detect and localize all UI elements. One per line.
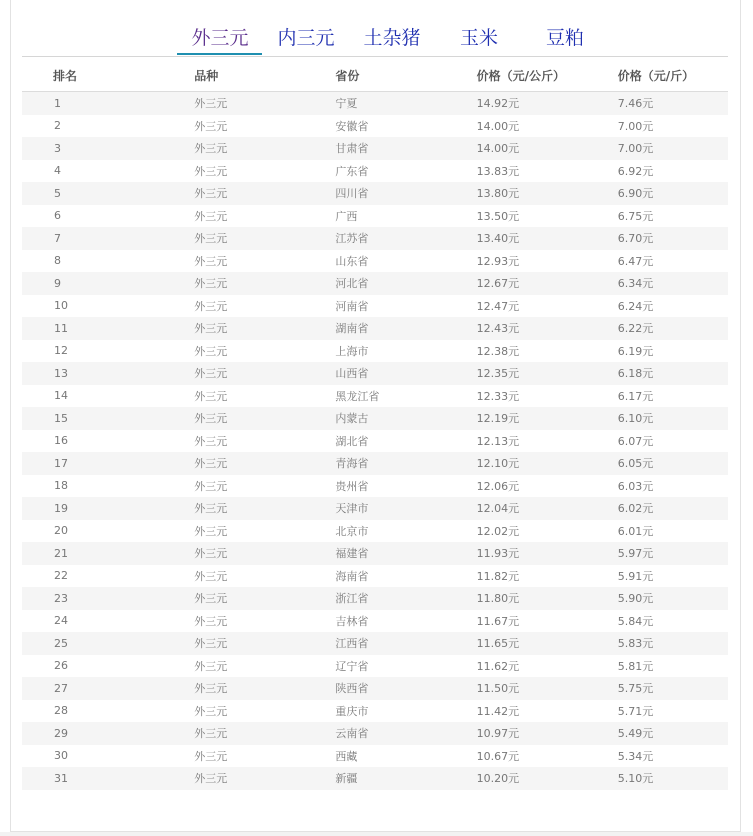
price-jin-cell: 5.83元 bbox=[617, 637, 654, 651]
price-kg-cell: 12.13元 bbox=[476, 434, 520, 448]
tab-tu-za-zhu[interactable]: 土杂猪 bbox=[363, 27, 421, 49]
province-cell: 福建省 bbox=[335, 547, 369, 561]
price-kg-cell: 11.62元 bbox=[476, 659, 520, 673]
price-jin-cell: 5.10元 bbox=[617, 772, 654, 786]
table-row bbox=[22, 340, 728, 363]
variety-cell: 外三元 bbox=[194, 682, 228, 696]
table-row bbox=[22, 250, 728, 273]
table-row bbox=[22, 227, 728, 250]
table-row bbox=[22, 362, 728, 385]
rank-cell: 22 bbox=[54, 569, 68, 583]
rank-cell: 11 bbox=[54, 321, 68, 335]
price-kg-cell: 14.00元 bbox=[476, 142, 520, 156]
price-kg-cell: 13.83元 bbox=[476, 164, 520, 178]
price-kg-cell: 12.04元 bbox=[476, 502, 520, 516]
header-variety: 品种 bbox=[194, 60, 335, 92]
rank-cell: 3 bbox=[54, 141, 61, 155]
rank-cell: 31 bbox=[54, 771, 68, 785]
price-kg-cell: 12.35元 bbox=[476, 367, 520, 381]
price-jin-cell: 5.84元 bbox=[617, 614, 654, 628]
rank-cell: 17 bbox=[54, 456, 68, 470]
active-tab-indicator bbox=[177, 53, 262, 55]
tab-bar bbox=[0, 24, 753, 58]
province-cell: 天津市 bbox=[335, 502, 369, 516]
price-kg-cell: 11.65元 bbox=[476, 637, 520, 651]
variety-cell: 外三元 bbox=[194, 502, 228, 516]
price-kg-cell: 13.80元 bbox=[476, 187, 520, 201]
province-cell: 江西省 bbox=[335, 637, 369, 651]
table-row bbox=[22, 542, 728, 565]
rank-cell: 30 bbox=[54, 749, 68, 763]
bottom-divider bbox=[0, 832, 753, 836]
variety-cell: 外三元 bbox=[194, 119, 228, 133]
table-row bbox=[22, 745, 728, 768]
province-cell: 吉林省 bbox=[335, 614, 369, 628]
variety-cell: 外三元 bbox=[194, 412, 228, 426]
province-cell: 陕西省 bbox=[335, 682, 369, 696]
table-row bbox=[22, 92, 728, 115]
province-cell: 河北省 bbox=[335, 277, 369, 291]
province-cell: 贵州省 bbox=[335, 479, 369, 493]
province-cell: 西藏 bbox=[335, 749, 358, 763]
price-kg-cell: 11.80元 bbox=[476, 592, 520, 606]
variety-cell: 外三元 bbox=[194, 479, 228, 493]
table-row bbox=[22, 767, 728, 790]
rank-cell: 16 bbox=[54, 434, 68, 448]
variety-cell: 外三元 bbox=[194, 142, 228, 156]
price-jin-cell: 6.01元 bbox=[617, 524, 654, 538]
variety-cell: 外三元 bbox=[194, 457, 228, 471]
rank-cell: 28 bbox=[54, 704, 68, 718]
table-row bbox=[22, 587, 728, 610]
province-cell: 江苏省 bbox=[335, 232, 369, 246]
province-cell: 辽宁省 bbox=[335, 659, 369, 673]
price-jin-cell: 5.49元 bbox=[617, 727, 654, 741]
price-jin-cell: 5.71元 bbox=[617, 704, 654, 718]
table-row bbox=[22, 385, 728, 408]
price-kg-cell: 14.00元 bbox=[476, 119, 520, 133]
rank-cell: 12 bbox=[54, 344, 68, 358]
province-cell: 云南省 bbox=[335, 727, 369, 741]
table-row bbox=[22, 497, 728, 520]
province-cell: 宁夏 bbox=[335, 97, 358, 111]
variety-cell: 外三元 bbox=[194, 322, 228, 336]
table-row bbox=[22, 632, 728, 655]
price-jin-cell: 7.00元 bbox=[617, 119, 654, 133]
rank-cell: 19 bbox=[54, 501, 68, 515]
price-kg-cell: 10.97元 bbox=[476, 727, 520, 741]
table-row bbox=[22, 205, 728, 228]
variety-cell: 外三元 bbox=[194, 772, 228, 786]
price-kg-cell: 12.47元 bbox=[476, 299, 520, 313]
price-kg-cell: 12.67元 bbox=[476, 277, 520, 291]
rank-cell: 5 bbox=[54, 186, 61, 200]
province-cell: 重庆市 bbox=[335, 704, 369, 718]
variety-cell: 外三元 bbox=[194, 524, 228, 538]
variety-cell: 外三元 bbox=[194, 434, 228, 448]
table-row bbox=[22, 407, 728, 430]
province-cell: 山东省 bbox=[335, 254, 369, 268]
table-header-row bbox=[22, 60, 728, 92]
price-kg-cell: 10.20元 bbox=[476, 772, 520, 786]
tab-divider bbox=[22, 56, 728, 57]
table-row bbox=[22, 655, 728, 678]
rank-cell: 24 bbox=[54, 614, 68, 628]
table-row bbox=[22, 160, 728, 183]
table-row bbox=[22, 677, 728, 700]
price-jin-cell: 6.18元 bbox=[617, 367, 654, 381]
rank-cell: 14 bbox=[54, 389, 68, 403]
tab-wai-san-yuan[interactable]: 外三元 bbox=[191, 27, 249, 49]
variety-cell: 外三元 bbox=[194, 659, 228, 673]
province-cell: 新疆 bbox=[335, 772, 358, 786]
table-body bbox=[22, 92, 728, 790]
table-row bbox=[22, 137, 728, 160]
table-row bbox=[22, 452, 728, 475]
rank-cell: 25 bbox=[54, 636, 68, 650]
price-ranking-table bbox=[22, 60, 728, 790]
variety-cell: 外三元 bbox=[194, 97, 228, 111]
table-row bbox=[22, 610, 728, 633]
rank-cell: 15 bbox=[54, 411, 68, 425]
price-jin-cell: 7.46元 bbox=[617, 97, 654, 111]
price-jin-cell: 6.05元 bbox=[617, 457, 654, 471]
table-row bbox=[22, 272, 728, 295]
price-jin-cell: 6.70元 bbox=[617, 232, 654, 246]
rank-cell: 26 bbox=[54, 659, 68, 673]
province-cell: 上海市 bbox=[335, 344, 369, 358]
variety-cell: 外三元 bbox=[194, 547, 228, 561]
variety-cell: 外三元 bbox=[194, 277, 228, 291]
variety-cell: 外三元 bbox=[194, 389, 228, 403]
variety-cell: 外三元 bbox=[194, 209, 228, 223]
rank-cell: 7 bbox=[54, 231, 61, 245]
variety-cell: 外三元 bbox=[194, 704, 228, 718]
rank-cell: 8 bbox=[54, 254, 61, 268]
variety-cell: 外三元 bbox=[194, 164, 228, 178]
rank-cell: 20 bbox=[54, 524, 68, 538]
province-cell: 内蒙古 bbox=[335, 412, 369, 426]
variety-cell: 外三元 bbox=[194, 727, 228, 741]
price-jin-cell: 6.47元 bbox=[617, 254, 654, 268]
variety-cell: 外三元 bbox=[194, 569, 228, 583]
price-kg-cell: 12.33元 bbox=[476, 389, 520, 403]
price-kg-cell: 11.50元 bbox=[476, 682, 520, 696]
province-cell: 湖南省 bbox=[335, 322, 369, 336]
price-kg-cell: 11.93元 bbox=[476, 547, 520, 561]
price-jin-cell: 5.97元 bbox=[617, 547, 654, 561]
province-cell: 青海省 bbox=[335, 457, 369, 471]
price-jin-cell: 6.07元 bbox=[617, 434, 654, 448]
province-cell: 湖北省 bbox=[335, 434, 369, 448]
price-jin-cell: 6.34元 bbox=[617, 277, 654, 291]
table-row bbox=[22, 430, 728, 453]
header-price-per-jin: 价格（元/斤） bbox=[618, 60, 728, 92]
rank-cell: 27 bbox=[54, 681, 68, 695]
price-jin-cell: 5.91元 bbox=[617, 569, 654, 583]
header-province: 省份 bbox=[335, 60, 476, 92]
tab-yu-mi[interactable]: 玉米 bbox=[459, 27, 498, 49]
variety-cell: 外三元 bbox=[194, 344, 228, 358]
price-kg-cell: 11.67元 bbox=[476, 614, 520, 628]
price-jin-cell: 5.81元 bbox=[617, 659, 654, 673]
price-jin-cell: 5.34元 bbox=[617, 749, 654, 763]
price-jin-cell: 6.02元 bbox=[617, 502, 654, 516]
rank-cell: 1 bbox=[54, 96, 61, 110]
province-cell: 浙江省 bbox=[335, 592, 369, 606]
price-jin-cell: 6.92元 bbox=[617, 164, 654, 178]
price-kg-cell: 13.50元 bbox=[476, 209, 520, 223]
province-cell: 甘肃省 bbox=[335, 142, 369, 156]
province-cell: 广东省 bbox=[335, 164, 369, 178]
price-jin-cell: 6.24元 bbox=[617, 299, 654, 313]
province-cell: 黑龙江省 bbox=[335, 389, 380, 403]
province-cell: 山西省 bbox=[335, 367, 369, 381]
price-jin-cell: 6.17元 bbox=[617, 389, 654, 403]
price-jin-cell: 5.75元 bbox=[617, 682, 654, 696]
province-cell: 北京市 bbox=[335, 524, 369, 538]
rank-cell: 6 bbox=[54, 209, 61, 223]
price-kg-cell: 12.06元 bbox=[476, 479, 520, 493]
price-kg-cell: 12.43元 bbox=[476, 322, 520, 336]
price-jin-cell: 6.03元 bbox=[617, 479, 654, 493]
variety-cell: 外三元 bbox=[194, 749, 228, 763]
tab-nei-san-yuan[interactable]: 内三元 bbox=[277, 27, 335, 49]
price-jin-cell: 6.22元 bbox=[617, 322, 654, 336]
price-kg-cell: 10.67元 bbox=[476, 749, 520, 763]
price-jin-cell: 6.10元 bbox=[617, 412, 654, 426]
variety-cell: 外三元 bbox=[194, 637, 228, 651]
table-row bbox=[22, 722, 728, 745]
variety-cell: 外三元 bbox=[194, 187, 228, 201]
price-kg-cell: 12.19元 bbox=[476, 412, 520, 426]
price-kg-cell: 13.40元 bbox=[476, 232, 520, 246]
rank-cell: 9 bbox=[54, 276, 61, 290]
header-rank: 排名 bbox=[22, 60, 194, 92]
rank-cell: 4 bbox=[54, 164, 61, 178]
price-jin-cell: 6.75元 bbox=[617, 209, 654, 223]
price-kg-cell: 11.82元 bbox=[476, 569, 520, 583]
table-row bbox=[22, 317, 728, 340]
table-row bbox=[22, 182, 728, 205]
province-cell: 广西 bbox=[335, 209, 358, 223]
rank-cell: 18 bbox=[54, 479, 68, 493]
table-row bbox=[22, 475, 728, 498]
table-row bbox=[22, 115, 728, 138]
province-cell: 海南省 bbox=[335, 569, 369, 583]
price-kg-cell: 12.02元 bbox=[476, 524, 520, 538]
price-jin-cell: 7.00元 bbox=[617, 142, 654, 156]
province-cell: 安徽省 bbox=[335, 119, 369, 133]
price-kg-cell: 12.38元 bbox=[476, 344, 520, 358]
table-row bbox=[22, 565, 728, 588]
rank-cell: 10 bbox=[54, 299, 68, 313]
rank-cell: 13 bbox=[54, 366, 68, 380]
price-jin-cell: 5.90元 bbox=[617, 592, 654, 606]
variety-cell: 外三元 bbox=[194, 367, 228, 381]
table-row bbox=[22, 295, 728, 318]
price-kg-cell: 11.42元 bbox=[476, 704, 520, 718]
variety-cell: 外三元 bbox=[194, 232, 228, 246]
tab-dou-po[interactable]: 豆粕 bbox=[545, 27, 584, 49]
rank-cell: 21 bbox=[54, 546, 68, 560]
province-cell: 四川省 bbox=[335, 187, 369, 201]
price-jin-cell: 6.19元 bbox=[617, 344, 654, 358]
price-kg-cell: 14.92元 bbox=[476, 97, 520, 111]
table-row bbox=[22, 700, 728, 723]
price-jin-cell: 6.90元 bbox=[617, 187, 654, 201]
rank-cell: 23 bbox=[54, 591, 68, 605]
variety-cell: 外三元 bbox=[194, 592, 228, 606]
variety-cell: 外三元 bbox=[194, 299, 228, 313]
price-kg-cell: 12.10元 bbox=[476, 457, 520, 471]
province-cell: 河南省 bbox=[335, 299, 369, 313]
variety-cell: 外三元 bbox=[194, 614, 228, 628]
variety-cell: 外三元 bbox=[194, 254, 228, 268]
rank-cell: 2 bbox=[54, 119, 61, 133]
rank-cell: 29 bbox=[54, 726, 68, 740]
header-price-per-kg: 价格（元/公斤） bbox=[477, 60, 618, 92]
table-row bbox=[22, 520, 728, 543]
price-kg-cell: 12.93元 bbox=[476, 254, 520, 268]
